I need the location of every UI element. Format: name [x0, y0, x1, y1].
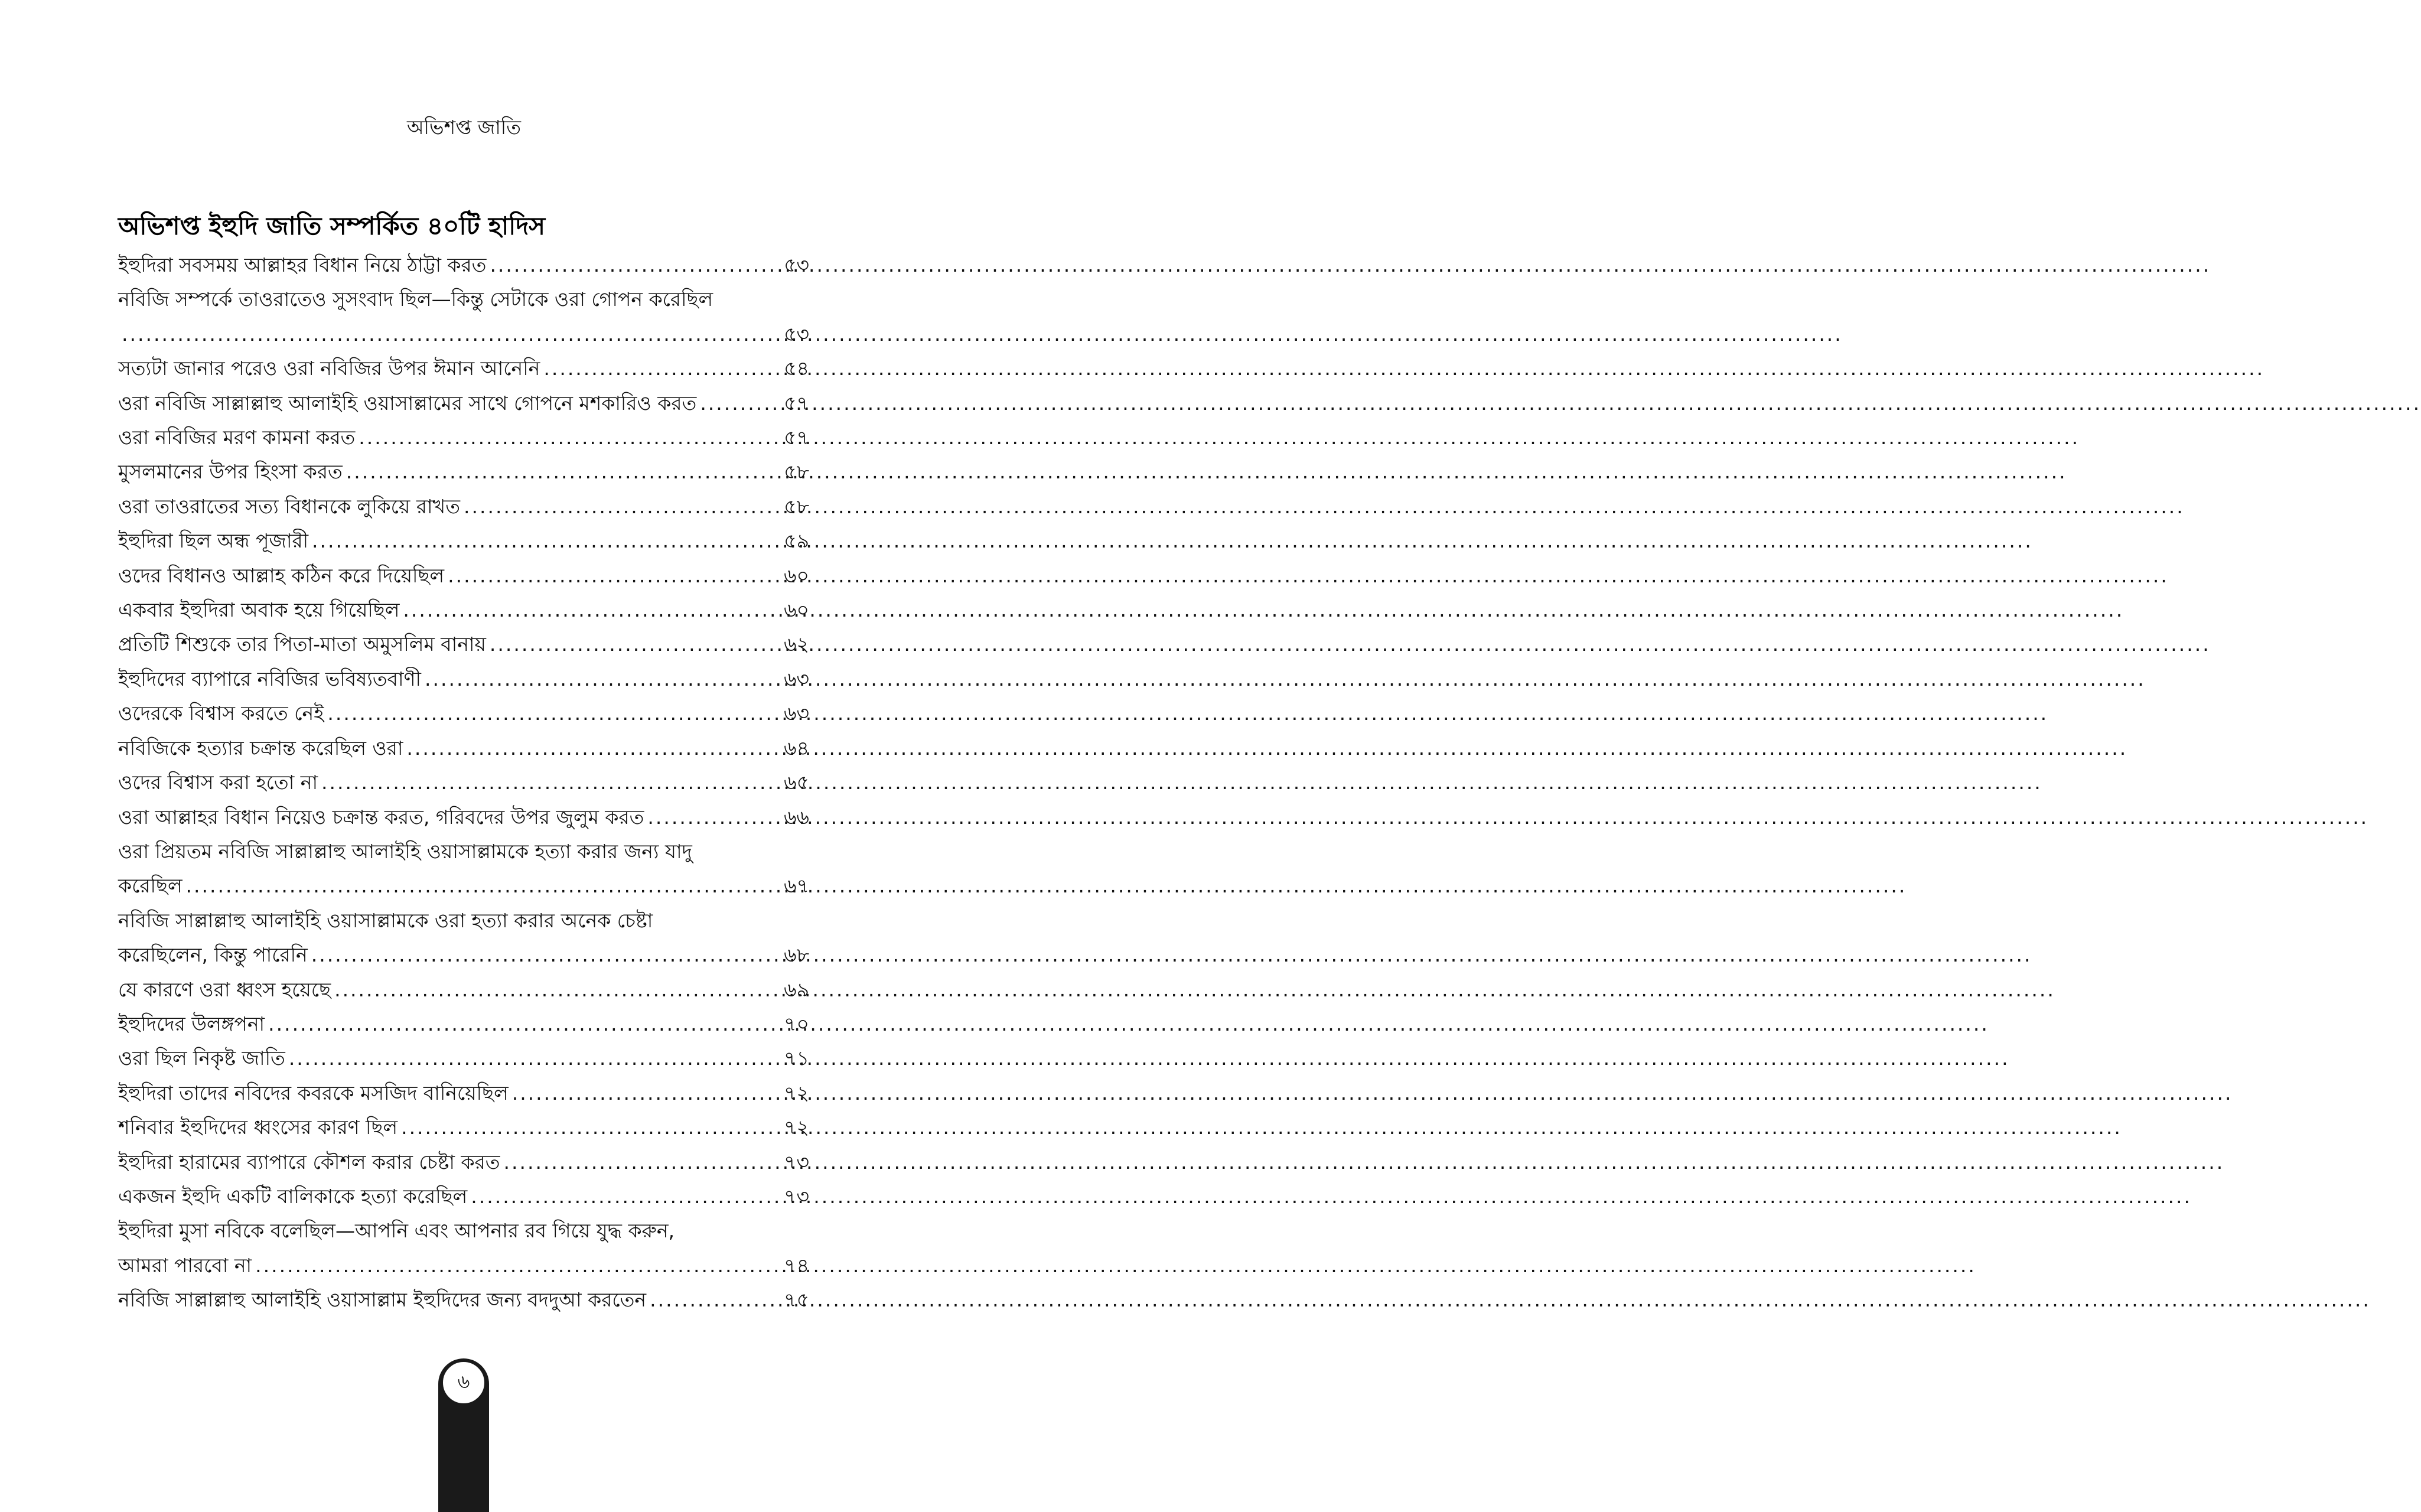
dot-leader: [289, 1041, 780, 1076]
toc-entry-title-line: আমরা পারবো না: [118, 1253, 252, 1277]
toc-entry-title-line: ইহুদিরা তাদের নবিদের কবরকে মসজিদ বানিয়েছিল: [118, 1081, 509, 1104]
toc-entry-page: ৭১: [784, 1047, 809, 1070]
dot-leader: [650, 1283, 780, 1317]
toc-entry-title-line: ওরা নবিজির মরণ কামনা করত: [118, 426, 356, 449]
toc-entry-page: ৭৫: [784, 1288, 809, 1312]
dot-leader: [700, 386, 780, 421]
toc-entry: [118, 1283, 809, 1317]
toc-entry-page: ৫৩: [784, 322, 809, 346]
dot-leader: [647, 800, 780, 835]
dot-leader: [311, 938, 780, 972]
toc-entry: [118, 1076, 809, 1110]
toc-entry-title-line: ওদেরকে বিশ্বাস করতে নেই: [118, 702, 324, 725]
toc-entry-page: ৫৯: [784, 529, 809, 553]
toc-entry: [118, 627, 809, 662]
toc-entry: [118, 559, 809, 593]
toc-entry: [118, 662, 809, 696]
toc-entry-page: ৬৪: [784, 736, 809, 760]
toc-entry: [118, 696, 809, 731]
dot-leader: [448, 559, 780, 593]
dot-leader: [425, 662, 780, 696]
toc-entry-page: ৫৩: [784, 253, 809, 276]
toc-entry-title-line: ইহুদিরা মুসা নবিকে বলেছিল—আপনি এবং আপনার রব গিয়ে যুদ্ধ করুন,: [118, 1219, 675, 1243]
toc-entry: [118, 386, 809, 421]
toc-entry-page: ৭৪: [784, 1253, 809, 1277]
dot-leader: [327, 696, 780, 731]
toc-entry-title-line: শনিবার ইহুদিদের ধ্বংসের কারণ ছিল: [118, 1116, 398, 1139]
toc-entry-page: ৭৩: [784, 1150, 809, 1174]
toc-entry-title-line: ওরা তাওরাতের সত্য বিধানকে লুকিয়ে রাখত: [118, 494, 460, 518]
toc-entry: [118, 1041, 809, 1076]
toc-entry-title-line: করেছিল: [118, 874, 183, 898]
dot-leader: [255, 1249, 780, 1283]
dot-leader: [334, 973, 780, 1007]
toc-entry-title-line: একজন ইহুদি একটি বালিকাকে হত্যা করেছিল: [118, 1184, 468, 1208]
dot-leader: [503, 1145, 780, 1179]
toc-entry-page: ৬০: [784, 598, 809, 622]
toc-entry-title-line: সত্যটা জানার পরেও ওরা নবিজির উপর ঈমান আনেনি: [118, 357, 540, 380]
toc-entry-page: ৫৪: [784, 357, 809, 380]
toc-entry-page: ৬৩: [784, 667, 809, 690]
dot-leader: [403, 593, 780, 627]
toc-entry-title-line: ইহুদিদের ব্যাপারে নবিজির ভবিষ্যতবাণী: [118, 667, 421, 690]
dot-leader: [346, 455, 780, 489]
section-title: অভিশপ্ত ইহুদি জাতি সম্পর্কিত ৪০টি হাদিস: [118, 211, 546, 240]
dot-leader: [406, 731, 780, 765]
toc-entry-page: ৬০: [784, 563, 809, 587]
toc-entry: [118, 1179, 809, 1214]
toc-entry-title-line: ওরা ছিল নিকৃষ্ট জাতি: [118, 1047, 285, 1070]
page-number: ৬: [441, 1360, 486, 1405]
toc-entry-title-line: ইহুদিরা হারামের ব্যাপারে কৌশল করার চেষ্টা করত: [118, 1150, 500, 1174]
toc-entry: [118, 421, 809, 455]
toc-entry-page: ৬৯: [784, 977, 809, 1001]
toc-entry: [118, 282, 809, 351]
toc-entry-page: ৬৩: [784, 702, 809, 725]
toc-entry-page: ৫৮: [784, 460, 809, 484]
toc-entry-page: ৭৩: [784, 1184, 809, 1208]
toc-entry-page: ৬৫: [784, 771, 809, 794]
toc-entry-page: ৬৬: [784, 805, 809, 829]
toc-entry: [118, 524, 809, 558]
toc-entry: [118, 765, 809, 800]
table-of-contents: [118, 248, 809, 1318]
dot-leader: [268, 1007, 780, 1041]
running-head: অভিশপ্ত জাতি: [406, 116, 522, 139]
toc-entry-page: ৭২: [784, 1081, 809, 1104]
dot-leader: [512, 1076, 780, 1110]
toc-entry: [118, 1110, 809, 1145]
toc-entry-title-line: ওদের বিধানও আল্লাহ কঠিন করে দিয়েছিল: [118, 563, 445, 587]
dot-leader: [490, 248, 780, 282]
dot-leader: [122, 317, 780, 351]
toc-entry: [118, 835, 809, 904]
toc-entry-title-line: যে কারণে ওরা ধ্বংস হয়েছে: [118, 977, 331, 1001]
toc-entry-page: ৭২: [784, 1116, 809, 1139]
toc-entry-title-line: ওদের বিশ্বাস করা হতো না: [118, 771, 318, 794]
toc-entry: [118, 455, 809, 489]
toc-entry: [118, 1007, 809, 1041]
toc-entry: [118, 800, 809, 835]
dot-leader: [186, 869, 781, 903]
dot-leader: [321, 765, 780, 800]
toc-entry: [118, 490, 809, 524]
toc-entry-title-line: নবিজিকে হত্যার চক্রান্ত করেছিল ওরা: [118, 736, 403, 760]
toc-entry: [118, 731, 809, 765]
toc-entry: [118, 1214, 809, 1283]
toc-entry-title-line: ওরা প্রিয়তম নবিজি সাল্লাল্লাহু আলাইহি ওয়াসাল্লামকে হত্যা করার জন্য যাদু: [118, 839, 692, 863]
toc-entry-title-line: করেছিলেন, কিন্তু পারেনি: [118, 943, 308, 967]
toc-entry: [118, 904, 809, 973]
toc-entry-page: ৫৮: [784, 494, 809, 518]
toc-entry: [118, 593, 809, 627]
toc-entry: [118, 248, 809, 282]
toc-entry: [118, 1145, 809, 1179]
dot-leader: [464, 490, 780, 524]
toc-entry-page: ৬৮: [784, 943, 809, 967]
dot-leader: [359, 421, 780, 455]
toc-entry-title-line: একবার ইহুদিরা অবাক হয়ে গিয়েছিল: [118, 598, 400, 622]
toc-entry-page: ৫৭: [784, 426, 809, 449]
toc-entry-page: ৫৭: [784, 391, 809, 415]
toc-entry-title-line: ওরা নবিজি সাল্লাল্লাহু আলাইহি ওয়াসাল্লামের সাথে গোপনে মশকারিও করত: [118, 391, 697, 415]
toc-entry-title-line: নবিজি সাল্লাল্লাহু আলাইহি ওয়াসাল্লামকে ওরা হত্যা করার অনেক চেষ্টা: [118, 908, 653, 932]
toc-entry-title-line: ওরা আল্লাহর বিধান নিয়েও চক্রান্ত করত, গরিবদের উপর জুলুম করত: [118, 805, 644, 829]
toc-entry-title-line: প্রতিটি শিশুকে তার পিতা-মাতা অমুসলিম বানায়: [118, 633, 486, 656]
toc-entry: [118, 973, 809, 1007]
toc-entry-title-line: ইহুদিরা সবসময় আল্লাহর বিধান নিয়ে ঠাট্টা করত: [118, 253, 487, 276]
dot-leader: [312, 524, 780, 558]
dot-leader: [471, 1179, 780, 1214]
toc-entry-title-line: ইহুদিরা ছিল অন্ধ পূজারী: [118, 529, 309, 553]
dot-leader: [490, 627, 780, 662]
toc-entry-title-line: মুসলমানের উপর হিংসা করত: [118, 460, 343, 484]
toc-entry: [118, 351, 809, 386]
toc-entry-page: ৭০: [784, 1012, 809, 1035]
toc-entry-page: ৬২: [784, 633, 809, 656]
dot-leader: [543, 351, 780, 386]
toc-entry-title-line: নবিজি সাল্লাল্লাহু আলাইহি ওয়াসাল্লাম ইহুদিদের জন্য বদদুআ করতেন: [118, 1288, 647, 1312]
toc-entry-page: ৬৭: [784, 874, 809, 898]
toc-entry-title-line: নবিজি সম্পর্কে তাওরাতেও সুসংবাদ ছিল—কিন্তু সেটাকে ওরা গোপন করেছিল: [118, 288, 713, 311]
toc-entry-title-line: ইহুদিদের উলঙ্গপনা: [118, 1012, 265, 1035]
dot-leader: [401, 1110, 780, 1145]
